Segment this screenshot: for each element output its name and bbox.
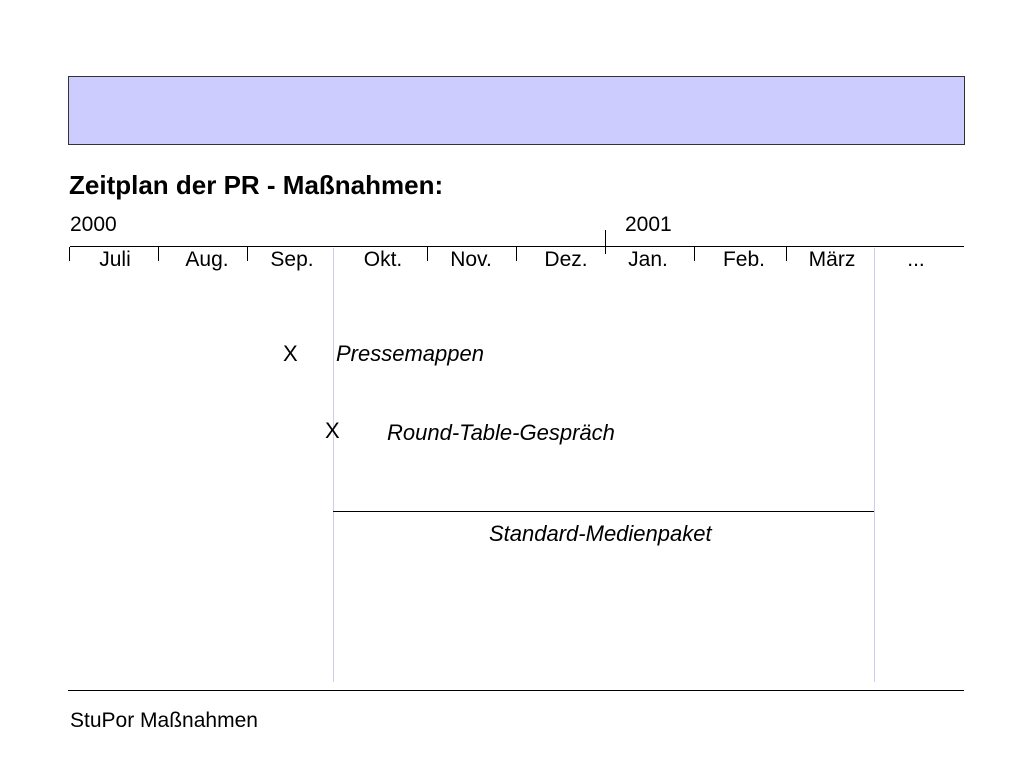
task-label-medienpaket: Standard-Medienpaket <box>489 521 712 546</box>
month-label-nov: Nov. <box>450 248 492 271</box>
year-label-2000: 2000 <box>70 213 117 236</box>
task-label-round-table: Round-Table-Gespräch <box>387 420 615 445</box>
month-tick <box>786 247 787 261</box>
month-label-jul: Juli <box>99 248 131 271</box>
year-divider-tick <box>605 230 606 254</box>
page-title: Zeitplan der PR - Maßnahmen: <box>69 170 444 200</box>
guide-line-end <box>874 248 875 682</box>
month-label-sep: Sep. <box>270 248 314 271</box>
task-marker: X <box>325 418 340 443</box>
header-banner <box>68 76 965 145</box>
timeline-axis <box>70 246 964 247</box>
month-tick <box>158 247 159 261</box>
month-label-aug: Aug. <box>185 248 229 271</box>
guide-line-okt <box>333 248 334 682</box>
footer-divider <box>68 690 964 691</box>
task-span-bar <box>333 511 874 512</box>
month-label-more: ... <box>907 248 925 271</box>
month-tick <box>427 247 428 261</box>
month-label-dez: Dez. <box>544 248 588 271</box>
year-label-2001: 2001 <box>625 213 672 236</box>
month-tick <box>247 247 248 261</box>
month-label-feb: Feb. <box>722 248 766 271</box>
month-tick <box>694 247 695 261</box>
month-label-maerz: März <box>808 248 856 271</box>
month-tick <box>69 247 70 261</box>
task-marker: X <box>283 341 298 366</box>
month-tick <box>516 247 517 261</box>
footer-text: StuPor Maßnahmen <box>70 709 258 732</box>
month-label-jan: Jan. <box>628 248 668 271</box>
month-label-okt: Okt. <box>363 248 403 271</box>
task-label-pressemappen: Pressemappen <box>336 341 484 366</box>
